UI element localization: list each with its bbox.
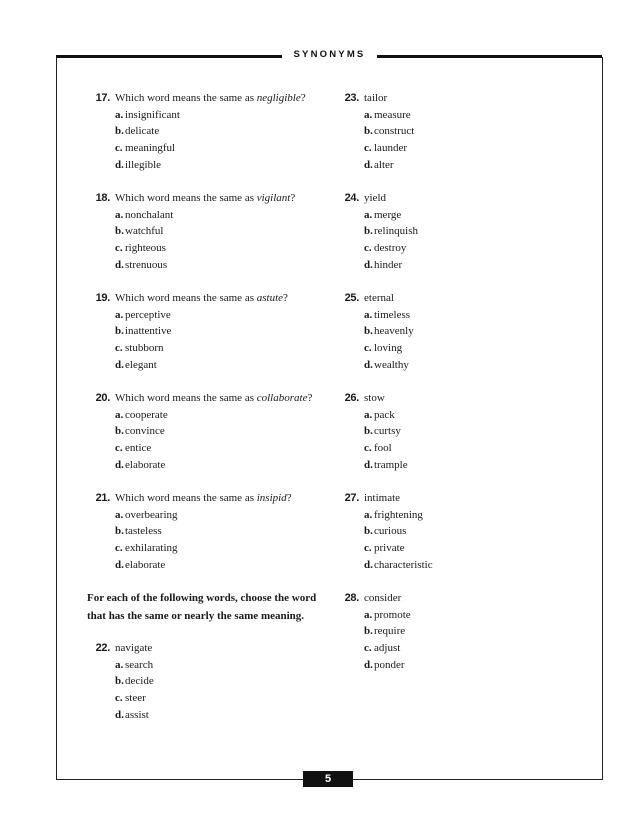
question-keyword: astute — [256, 292, 284, 304]
question-number: 25. — [344, 292, 359, 304]
page-number: 5 — [303, 771, 353, 787]
question-word: stow — [364, 392, 385, 404]
section-label: SYNONYMS — [293, 49, 366, 60]
question-number: 28. — [344, 592, 359, 604]
question-word: consider — [364, 592, 402, 604]
question-number: 21. — [95, 492, 110, 504]
question-number: 19. — [95, 292, 110, 304]
question-text: Which word means the same as astute? — [115, 292, 288, 304]
question-number: 26. — [344, 392, 359, 404]
question-number: 17. — [95, 92, 110, 104]
question-word: tailor — [364, 92, 388, 104]
question-text: Which word means the same as insipid? — [115, 492, 292, 504]
question-number: 24. — [344, 192, 359, 204]
question-number: 18. — [95, 192, 110, 204]
question-text: Which word means the same as vigilant? — [115, 192, 296, 204]
question-text: Which word means the same as negligible? — [115, 92, 306, 104]
question-keyword: collaborate — [256, 392, 308, 404]
question-text: Which word means the same as collaborate? — [115, 392, 313, 404]
question-word: navigate — [115, 642, 153, 654]
instructions-line-1: For each of the following words, choose the word — [87, 592, 317, 604]
question-keyword: negligible — [256, 92, 301, 104]
question-keyword: insipid — [256, 492, 287, 504]
question-number: 20. — [95, 392, 110, 404]
question-number: 22. — [95, 642, 110, 654]
question-number: 23. — [344, 92, 359, 104]
question-word: intimate — [364, 492, 401, 504]
question-keyword: vigilant — [256, 192, 291, 204]
instructions-line-2: that has the same or nearly the same meaning. — [87, 610, 305, 622]
question-word: eternal — [364, 292, 394, 304]
question-number: 27. — [344, 492, 359, 504]
instructions — [87, 589, 327, 625]
question-word: yield — [364, 192, 386, 204]
